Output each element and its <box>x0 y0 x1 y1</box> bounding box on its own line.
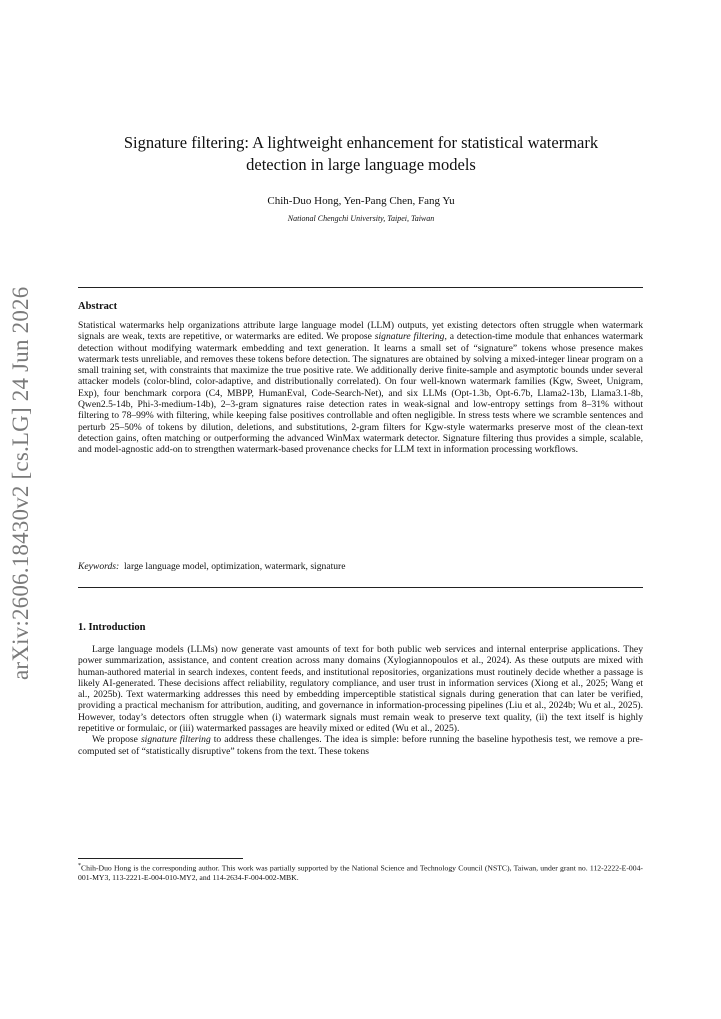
footnote-text: Chih-Duo Hong is the corresponding author. This work was partially supported by the National Science and Technology Council (NSTC), Taiwan, under grant no. 112-2222-E-004-001-MY3, 113-2221-E-004-010-MY2, and 114-2634-F-004-002-MBK. <box>78 863 643 883</box>
keywords-line <box>78 561 643 572</box>
paper-title <box>80 132 642 176</box>
author-list: Chih-Duo Hong, Yen-Pang Chen, Fang Yu <box>267 195 455 207</box>
abstract-heading: Abstract <box>78 301 118 312</box>
keywords-label: Keywords: <box>78 561 120 572</box>
abstract-top-rule <box>78 287 643 288</box>
intro-p2-rest: to address these challenges. The idea is simple: before running the baseline hypothesis test, we remove a pre-computed set of “statistically disruptive” tokens from the text. These tokens <box>78 734 643 757</box>
arxiv-identifier: arXiv:2606.18430v2 [cs.LG] 24 Jun 2026 <box>8 286 33 680</box>
footnote-mark: * <box>78 863 81 869</box>
keywords-text: large language model, optimization, watermark, signature <box>124 561 346 572</box>
affiliation: National Chengchi University, Taipei, Taiwan <box>287 214 435 223</box>
introduction-body <box>78 644 643 757</box>
intro-paragraph-1: Large language models (LLMs) now generate vast amounts of text for both public web services and internal enterprise applications. They power summarization, assistance, and content creation across many domains (Xylogiannopoulos et al., 2024). As these outputs are mixed with human-authored material in search indexes, content feeds, and institutional repositories, organizations must routinely decide whether a passage is likely AI-generated. These decisions affect reliability, regulatory compliance, and user trust in information services (Xiong et al., 2025; Wang et al., 2025b). Text watermarking addresses this need by embedding imperceptible statistical signals during generation that can later be verified, providing a practical mechanism for attribution, auditing, and governance in information-processing pipelines (Liu et al., 2024b; Wu et al., 2025). However, today’s detectors often struggle when (i) watermark signals must remain weak to preserve text quality, (ii) the text itself is highly repetitive or formulaic, or (iii) watermarked passages are heavily mixed or edited (Wu et al., 2025). <box>78 644 643 735</box>
abstract-emphasis: signature filtering <box>374 331 445 343</box>
abstract-bottom-rule <box>78 587 643 588</box>
intro-p2-start: We propose <box>92 734 141 746</box>
footnote <box>78 862 643 883</box>
title-line-2: detection in large language models <box>246 155 476 174</box>
section-heading-introduction: 1. Introduction <box>78 622 146 633</box>
title-line-1: Signature filtering: A lightweight enhancement for statistical watermark <box>123 133 599 152</box>
footnote-rule <box>78 858 243 859</box>
intro-p2-emphasis: signature filtering <box>140 734 211 746</box>
abstract-text-part-2: , a detection-time module that enhances watermark detection without modifying watermark embedding and text generation. It learns a small set of “signature” tokens whose presence makes watermark tests unreliable, and removes these tokens before detection. The signatures are obtained by solving a mixed-integer linear program on a small training set, with constraints that maximize the true positive rate. We additionally derive finite-sample and asymptotic bounds under several attacker models (color-blind, color-adaptive, and distributionally correlated). On four well-known watermark families (Kgw, Sweet, Unigram, Exp), four benchmark corpora (C4, MBPP, HumanEval, Code-Search-Net), and six LLMs (Opt-1.3b, Opt-6.7b, Llama2-13b, Llama3.1-8b, Qwen2.5-14b, Phi-3-medium-14b), 2–3-gram signatures raise detection rates in weak-signal and low-entropy settings from 8–31% without filtering to 78–99% with filtering, while keeping false positives controllable and often negligible. In stress tests where we scramble sentences and perturb 25–50% of tokens by dilution, deletions, and substitutions, 2-gram filters for Kgw-style watermarks preserve most of the clean-text detection gains, often matching or outperforming the advanced WinMax watermark detector. Signature filtering thus provides a simple, scalable, and model-agnostic add-on to strengthen watermark-based provenance checks for LLM text in information processing workflows. <box>78 331 643 456</box>
intro-paragraph-2 <box>78 734 643 757</box>
abstract-text-part-1: Statistical watermarks help organizations attribute large language model (LLM) outputs, yet existing detectors often struggle when watermark signals are weak, texts are repetitive, or watermarks are edited. We propose <box>78 320 643 343</box>
abstract-body <box>78 320 643 456</box>
